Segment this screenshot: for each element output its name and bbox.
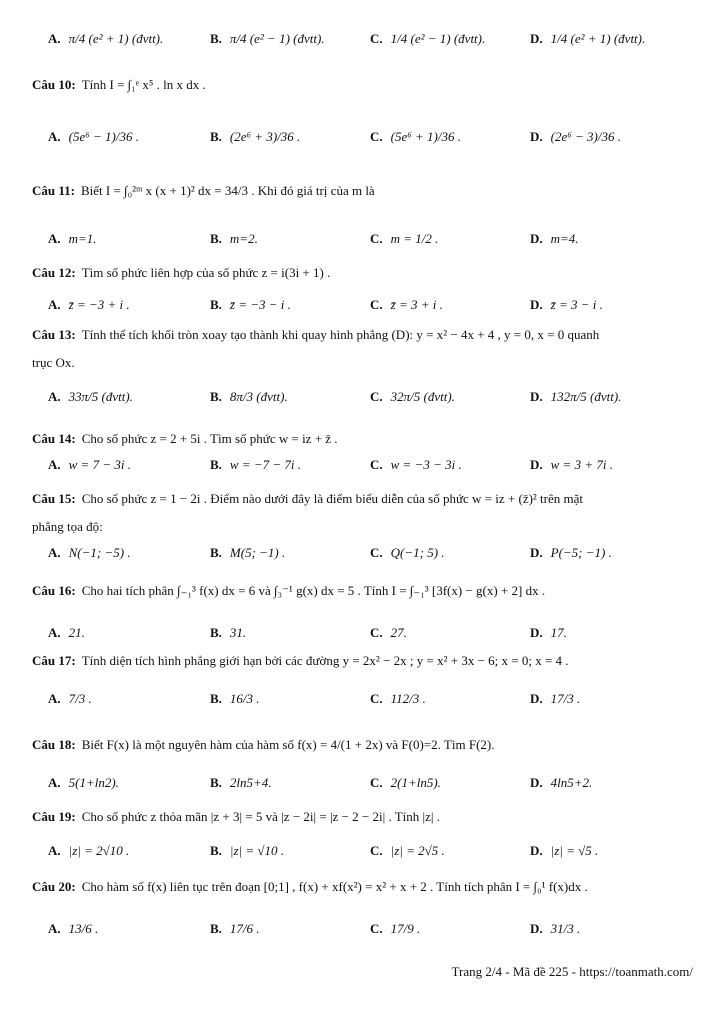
- option-letter: B.: [210, 545, 222, 560]
- answer-option-b[interactable]: [210, 230, 258, 248]
- option-text: 16/3 .: [229, 691, 260, 706]
- option-letter: C.: [370, 389, 383, 404]
- option-text: (2e⁶ − 3)/36 .: [550, 129, 621, 144]
- option-text: 17/6 .: [229, 921, 260, 936]
- option-text: w = −3 − 3i .: [390, 457, 462, 472]
- option-text: z̄ = 3 + i .: [390, 297, 443, 312]
- option-letter: D.: [530, 389, 543, 404]
- option-letter: B.: [210, 129, 222, 144]
- answer-option-a[interactable]: [48, 920, 98, 938]
- answer-option-a[interactable]: [48, 842, 129, 860]
- option-letter: B.: [210, 691, 222, 706]
- answer-option-b[interactable]: [210, 920, 260, 938]
- option-text: 27.: [390, 625, 407, 640]
- option-letter: D.: [530, 129, 543, 144]
- answer-option-d[interactable]: [530, 842, 598, 860]
- option-letter: B.: [210, 389, 222, 404]
- question-label: Câu 19:: [32, 809, 76, 824]
- option-text: |z| = √5 .: [550, 843, 599, 858]
- option-text: 2(1+ln5).: [390, 775, 441, 790]
- question-text: Tìm số phức liên hợp của số phức z = i(3i + 1) .: [81, 265, 331, 280]
- option-text: N(−1; −5) .: [68, 545, 131, 560]
- option-text: 31/3 .: [550, 921, 581, 936]
- question-q12: [32, 264, 330, 282]
- option-text: m=2.: [229, 231, 258, 246]
- option-letter: C.: [370, 625, 383, 640]
- question-q18: [32, 736, 494, 754]
- option-text: Q(−1; 5) .: [390, 545, 445, 560]
- option-text: z̄ = −3 + i .: [68, 297, 130, 312]
- option-letter: A.: [48, 231, 61, 246]
- option-text: w = 3 + 7i .: [550, 457, 613, 472]
- question-q13: [32, 326, 599, 344]
- option-letter: C.: [370, 129, 383, 144]
- question-continuation: trục Ox.: [32, 355, 75, 370]
- option-text: M(5; −1) .: [229, 545, 286, 560]
- question-label: Câu 15:: [32, 491, 76, 506]
- option-letter: B.: [210, 31, 222, 46]
- question-q20: [32, 878, 588, 896]
- option-letter: A.: [48, 297, 61, 312]
- answer-option-c[interactable]: [370, 230, 438, 248]
- answer-option-d[interactable]: [530, 544, 612, 562]
- answer-option-d[interactable]: [530, 128, 621, 146]
- option-text: (5e⁶ + 1)/36 .: [390, 129, 461, 144]
- option-text: 5(1+ln2).: [68, 775, 119, 790]
- answer-option-a[interactable]: [48, 128, 139, 146]
- question-text: Tính I = ∫₁ᵉ x⁵ . ln x dx .: [81, 77, 206, 92]
- option-text: 33π/5 (đvtt).: [68, 389, 133, 404]
- option-letter: D.: [530, 775, 543, 790]
- option-text: (2e⁶ + 3)/36 .: [229, 129, 301, 144]
- answer-option-b[interactable]: [210, 624, 246, 642]
- question-label: Câu 18:: [32, 737, 76, 752]
- option-text: 1/4 (e² − 1) (đvtt).: [390, 31, 486, 46]
- option-letter: D.: [530, 921, 543, 936]
- question-q10: [32, 76, 206, 94]
- option-letter: C.: [370, 843, 383, 858]
- question-text: Tính diện tích hình phẳng giới hạn bởi các đường y = 2x² − 2x ; y = x² + 3x − 6; x = 0; x = 4 .: [81, 653, 569, 668]
- answer-option-b[interactable]: [210, 128, 300, 146]
- answer-option-a[interactable]: [48, 624, 85, 642]
- question-text: Cho số phức z = 1 − 2i . Điểm nào dưới đây là điểm biểu diễn của số phức w = iz + (z̄)² trên mặt: [81, 491, 584, 506]
- option-letter: D.: [530, 457, 543, 472]
- option-letter: C.: [370, 921, 383, 936]
- option-text: 31.: [229, 625, 247, 640]
- answer-option-a[interactable]: [48, 690, 92, 708]
- option-text: m = 1/2 .: [390, 231, 439, 246]
- option-text: z̄ = −3 − i .: [229, 297, 291, 312]
- option-letter: A.: [48, 389, 61, 404]
- answer-option-b[interactable]: [210, 456, 301, 474]
- answer-option-a[interactable]: [48, 774, 119, 792]
- answer-option-c[interactable]: [370, 456, 462, 474]
- option-letter: C.: [370, 457, 383, 472]
- answer-option-a[interactable]: [48, 456, 131, 474]
- answer-option-d[interactable]: [530, 774, 592, 792]
- answer-option-d[interactable]: [530, 690, 580, 708]
- answer-option-b[interactable]: [210, 388, 288, 406]
- option-letter: A.: [48, 31, 61, 46]
- question-text: Biết F(x) là một nguyên hàm của hàm số f(x) = 4/(1 + 2x) và F(0)=2. Tìm F(2).: [81, 737, 495, 752]
- option-text: |z| = 2√10 .: [68, 843, 130, 858]
- answer-option-d[interactable]: [530, 230, 579, 248]
- option-letter: B.: [210, 231, 222, 246]
- option-text: 1/4 (e² + 1) (đvtt).: [550, 31, 646, 46]
- question-q17: [32, 652, 569, 670]
- question-q16: [32, 582, 545, 600]
- answer-option-c[interactable]: [370, 296, 443, 314]
- option-text: |z| = 2√5 .: [390, 843, 445, 858]
- answer-option-d[interactable]: [530, 388, 621, 406]
- option-letter: C.: [370, 297, 383, 312]
- page-footer: Trang 2/4 - Mã đề 225 - https://toanmath.com/: [451, 964, 693, 979]
- option-letter: B.: [210, 775, 222, 790]
- answer-option-b[interactable]: [210, 774, 272, 792]
- question-text: Biết I = ∫₀²ᵐ x (x + 1)² dx = 34/3 . Khi đó giá trị của m là: [80, 183, 375, 198]
- question-label: Câu 20:: [32, 879, 76, 894]
- answer-option-d[interactable]: [530, 624, 567, 642]
- option-text: z̄ = 3 − i .: [550, 297, 603, 312]
- option-letter: B.: [210, 297, 222, 312]
- option-letter: A.: [48, 457, 61, 472]
- question-text: Cho hai tích phân ∫₋₁³ f(x) dx = 6 và ∫₃⁻¹ g(x) dx = 5 . Tính I = ∫₋₁³ [3f(x) − g(x) + 2] dx .: [81, 583, 546, 598]
- answer-option-c[interactable]: [370, 624, 407, 642]
- question-q14: [32, 430, 338, 448]
- answer-option-c[interactable]: [370, 920, 420, 938]
- question-q15: [32, 490, 583, 508]
- option-text: w = −7 − 7i .: [229, 457, 302, 472]
- option-text: (5e⁶ − 1)/36 .: [68, 129, 139, 144]
- question-text: Cho số phức z = 2 + 5i . Tìm số phức w = iz + z̄ .: [81, 431, 338, 446]
- option-letter: D.: [530, 625, 543, 640]
- option-text: 13/6 .: [68, 921, 99, 936]
- option-text: 4ln5+2.: [550, 775, 593, 790]
- question-q11: [32, 182, 375, 200]
- answer-option-c[interactable]: [370, 544, 445, 562]
- question-label: Câu 17:: [32, 653, 76, 668]
- answer-option-d[interactable]: [530, 920, 580, 938]
- question-label: Câu 16:: [32, 583, 76, 598]
- option-text: 132π/5 (đvtt).: [550, 389, 622, 404]
- option-letter: D.: [530, 31, 543, 46]
- answer-option-c[interactable]: [370, 128, 461, 146]
- option-letter: A.: [48, 843, 61, 858]
- option-letter: B.: [210, 625, 222, 640]
- option-text: π/4 (e² − 1) (đvtt).: [229, 31, 325, 46]
- option-letter: C.: [370, 31, 383, 46]
- option-letter: B.: [210, 921, 222, 936]
- answer-option-c[interactable]: [370, 842, 445, 860]
- answer-option-b[interactable]: [210, 296, 291, 314]
- option-text: 8π/3 (đvtt).: [229, 389, 288, 404]
- option-letter: D.: [530, 691, 543, 706]
- option-letter: A.: [48, 691, 61, 706]
- question-label: Câu 12:: [32, 265, 76, 280]
- answer-option-a[interactable]: [48, 296, 130, 314]
- question-label: Câu 14:: [32, 431, 76, 446]
- option-letter: D.: [530, 843, 543, 858]
- option-text: P(−5; −1) .: [550, 545, 612, 560]
- answer-option-a[interactable]: [48, 544, 131, 562]
- option-text: π/4 (e² + 1) (đvtt).: [68, 31, 164, 46]
- option-text: m=1.: [68, 231, 97, 246]
- option-text: 21.: [68, 625, 85, 640]
- option-text: 17/9 .: [390, 921, 421, 936]
- option-letter: D.: [530, 297, 543, 312]
- option-letter: C.: [370, 231, 383, 246]
- question-continuation: phẳng tọa độ:: [32, 519, 103, 534]
- answer-option-c[interactable]: [370, 774, 441, 792]
- option-letter: B.: [210, 457, 222, 472]
- answer-option-d[interactable]: [530, 30, 645, 48]
- answer-option-c[interactable]: [370, 690, 426, 708]
- option-text: 17/3 .: [550, 691, 581, 706]
- answer-option-d[interactable]: [530, 456, 613, 474]
- question-text: Tính thể tích khối tròn xoay tạo thành khi quay hình phẳng (D): y = x² − 4x + 4 , y = 0, x = 0 quanh: [81, 327, 600, 342]
- option-letter: A.: [48, 625, 61, 640]
- answer-option-b[interactable]: [210, 690, 260, 708]
- question-text: Cho số phức z thỏa mãn |z + 3| = 5 và |z − 2i| = |z − 2 − 2i| . Tính |z| .: [81, 809, 440, 824]
- answer-option-c[interactable]: [370, 388, 455, 406]
- answer-option-d[interactable]: [530, 296, 603, 314]
- option-text: w = 7 − 3i .: [68, 457, 131, 472]
- option-text: |z| = √10 .: [229, 843, 285, 858]
- option-text: 7/3 .: [68, 691, 92, 706]
- question-text: Cho hàm số f(x) liên tục trên đoạn [0;1] , f(x) + xf(x²) = x² + x + 2 . Tính tích phân I = ∫₀¹ f(x)dx .: [81, 879, 588, 894]
- answer-option-b[interactable]: [210, 842, 284, 860]
- option-text: 17.: [550, 625, 567, 640]
- question-q19: [32, 808, 440, 826]
- answer-option-b[interactable]: [210, 30, 325, 48]
- option-text: 2ln5+4.: [229, 775, 272, 790]
- answer-option-b[interactable]: [210, 544, 285, 562]
- answer-option-a[interactable]: [48, 230, 97, 248]
- answer-option-a[interactable]: [48, 388, 133, 406]
- option-letter: D.: [530, 545, 543, 560]
- question-label: Câu 13:: [32, 327, 76, 342]
- option-letter: A.: [48, 545, 61, 560]
- option-letter: C.: [370, 545, 383, 560]
- option-letter: D.: [530, 231, 543, 246]
- option-text: 32π/5 (đvtt).: [390, 389, 455, 404]
- option-letter: A.: [48, 775, 61, 790]
- answer-option-a[interactable]: [48, 30, 163, 48]
- question-label: Câu 11:: [32, 183, 75, 198]
- option-letter: A.: [48, 921, 61, 936]
- option-letter: A.: [48, 129, 61, 144]
- option-letter: C.: [370, 775, 383, 790]
- question-label: Câu 10:: [32, 77, 76, 92]
- option-text: 112/3 .: [390, 691, 426, 706]
- option-letter: B.: [210, 843, 222, 858]
- answer-option-c[interactable]: [370, 30, 485, 48]
- option-letter: C.: [370, 691, 383, 706]
- option-text: m=4.: [550, 231, 579, 246]
